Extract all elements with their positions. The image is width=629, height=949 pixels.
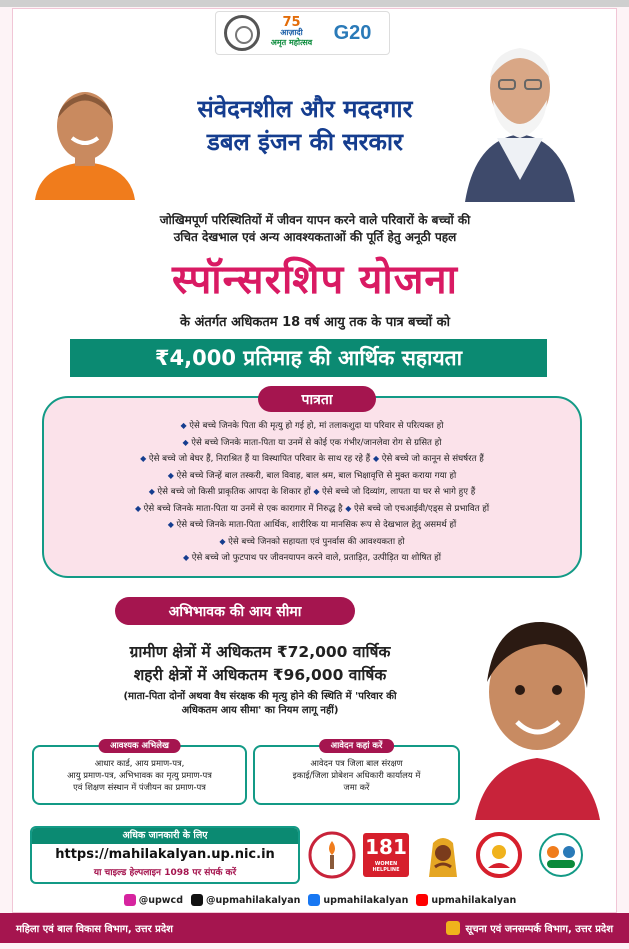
eligibility-item: ऐसे बच्चे जिनके माता-पिता आर्थिक, शारीरिक या मानसिक रूप से देखभाल हेतु असमर्थ हों	[176, 520, 457, 530]
eligibility-row	[52, 435, 572, 452]
income-note-line-2: अधिकतम आय सीमा' का नियम लागू नहीं)	[181, 705, 339, 716]
x-icon	[191, 894, 203, 906]
women-helpline-181-logo: 181 WOMEN HELPLINE	[362, 830, 410, 880]
eligibility-item: ऐसे बच्चे जो फुटपाथ पर जीवनयापन करने वाले, प्रताड़ित, उत्पीड़ित या शोषित हों	[191, 553, 441, 563]
partner-logo-torch	[306, 830, 358, 880]
tagline-line-1: संवेदनशील और मददगार	[197, 95, 413, 123]
facebook-handle[interactable]: upmahilakalyan	[308, 894, 408, 906]
scheme-title: स्पॉन्सरशिप योजना	[172, 257, 458, 303]
bullet-diamond-icon: ◆	[134, 503, 144, 513]
income-limit-label: अभिभावक की आय सीमा	[115, 597, 355, 625]
footer-department-left: महिला एवं बाल विकास विभाग, उत्तर प्रदेश	[16, 924, 173, 935]
income-note-line-1: (माता-पिता दोनों अथवा वैध संरक्षक की मृत्यु होने की स्थिति में 'परिवार की	[123, 691, 397, 702]
footer-department-right	[446, 921, 613, 935]
intro-line-2: उचित देखभाल एवं अन्य आवश्यकताओं की पूर्ति हेतु अनूठी पहल	[173, 230, 457, 244]
eligibility-item: ऐसे बच्चे जो दिव्यांग, लापता या घर से भागे हुए हैं	[322, 487, 476, 497]
eligibility-item: ऐसे बच्चे जिनको सहायता एवं पुनर्वास की आवश्यकता हो	[228, 536, 405, 547]
tagline-line-2: डबल इंजन की सरकार	[207, 128, 403, 156]
youtube-handle[interactable]: upmahilakalyan	[416, 894, 516, 906]
apply-line-3: जमा करें	[343, 782, 370, 792]
social-handles	[110, 891, 530, 909]
bullet-diamond-icon: ◆	[345, 503, 354, 513]
eligibility-label: पात्रता	[258, 386, 376, 412]
eligibility-item: ऐसे बच्चे जिनके माता-पिता या उनमें से कोई एक गंभीर/जानलेवा रोग से ग्रसित हो	[191, 437, 442, 448]
rural-income-limit: ग्रामीण क्षेत्रों में अधिकतम ₹72,000 वार्षिक	[129, 643, 391, 661]
bullet-diamond-icon: ◆	[180, 421, 190, 430]
header-logos	[215, 11, 390, 55]
more-info-label: अधिक जानकारी के लिए	[32, 828, 298, 844]
eligibility-row	[52, 501, 572, 518]
eligibility-box	[42, 396, 582, 578]
eligibility-row	[52, 484, 572, 501]
intro-text	[70, 212, 560, 246]
eligibility-row	[52, 418, 572, 435]
eligibility-item: ऐसे बच्चे जो एचआईवी/एड्स से प्रभावित हों	[353, 503, 490, 514]
eligibility-item: ऐसे बच्चे जिनके माता-पिता या उनमें से एक कारागार में निरुद्ध है	[143, 503, 343, 514]
eligibility-row	[52, 468, 572, 485]
footer-bar	[0, 913, 629, 943]
urban-income-limit: शहरी क्षेत्रों में अधिकतम ₹96,000 वार्षिक	[133, 666, 387, 684]
bullet-diamond-icon: ◆	[372, 454, 382, 463]
eligibility-row	[52, 517, 572, 534]
bullet-diamond-icon: ◆	[183, 553, 192, 562]
eligibility-item: ऐसे बच्चे जिनके पिता की मृत्यु हो गई हो, मां तलाकशुदा या परिवार से परित्यक्त हो	[189, 421, 444, 431]
bullet-diamond-icon: ◆	[167, 520, 177, 529]
where-to-apply-label: आवेदन कहां करें	[319, 739, 395, 753]
partner-logo-children	[530, 830, 592, 880]
top-strip	[0, 0, 629, 7]
instagram-icon	[124, 894, 136, 906]
instagram-handle[interactable]: @upwcd	[124, 894, 183, 906]
azadi-ka-amrit-mahotsav-logo: 75 आज़ादी अमृत महोत्सव	[270, 15, 313, 47]
facebook-icon	[308, 894, 320, 906]
eligibility-row	[52, 534, 572, 551]
bottom-strip	[0, 943, 629, 949]
child-photo	[465, 600, 610, 820]
eligibility-item: ऐसे बच्चे जो बेघर हैं, निराश्रित हैं या विस्थापित परिवार के साथ रह रहे हैं	[148, 454, 371, 464]
scheme-subtitle: के अंतर्गत अधिकतम 18 वर्ष आयु तक के पात्र बच्चों को	[179, 315, 451, 330]
documents-line-2: आयु प्रमाण-पत्र, अभिभावक का मृत्यु प्रमाण-पत्र	[67, 770, 212, 780]
amount-banner: ₹4,000 प्रतिमाह की आर्थिक सहायता	[70, 339, 547, 377]
helpline-text: या चाइल्ड हेल्पलाइन 1098 पर संपर्क करें	[93, 868, 237, 878]
apply-line-1: आवेदन पत्र जिला बाल संरक्षण	[310, 758, 403, 768]
documents-line-3: एवं शिक्षण संस्थान में पंजीयन का प्रमाण-पत्र	[73, 782, 206, 792]
bullet-diamond-icon: ◆	[148, 487, 158, 496]
eligibility-item: ऐसे बच्चे जिन्हें बाल तस्करी, बाल विवाह, बाल श्रम, बाल भिक्षावृत्ति से मुक्त कराया गया हो	[176, 470, 457, 481]
bullet-diamond-icon: ◆	[140, 454, 149, 463]
bullet-diamond-icon: ◆	[167, 470, 177, 480]
bullet-diamond-icon: ◆	[219, 536, 229, 546]
bullet-diamond-icon: ◆	[313, 487, 323, 496]
partner-logo-circle	[475, 830, 523, 880]
chief-minister-portrait	[30, 78, 140, 200]
eligibility-row	[52, 451, 572, 468]
g20-logo: G20	[333, 21, 372, 44]
documents-line-1: आधार कार्ड, आय प्रमाण-पत्र,	[94, 758, 185, 768]
up-emblem-icon	[224, 15, 260, 51]
intro-line-1: जोखिमपूर्ण परिस्थितियों में जीवन यापन करने वाले परिवारों के बच्चों की	[159, 213, 471, 227]
bullet-diamond-icon: ◆	[182, 437, 192, 447]
required-documents-box	[32, 741, 247, 805]
eligibility-item: ऐसे बच्चे जो कानून से संघर्षरत हैं	[381, 454, 484, 464]
income-note	[45, 690, 475, 718]
info-department-icon	[446, 921, 460, 935]
footer-right-text: सूचना एवं जनसम्पर्क विभाग, उत्तर प्रदेश	[465, 924, 613, 935]
youtube-icon	[416, 894, 428, 906]
more-info-box	[30, 826, 300, 884]
apply-line-2: इकाई/जिला प्रोबेशन अधिकारी कार्यालय में	[292, 770, 421, 780]
eligibility-row	[52, 550, 572, 567]
website-link[interactable]: https://mahilakalyan.up.nic.in	[55, 847, 275, 862]
required-documents-label: आवश्यक अभिलेख	[98, 739, 181, 753]
where-to-apply-box	[253, 741, 460, 805]
eligibility-item: ऐसे बच्चे जो किसी प्राकृतिक आपदा के शिकार हों	[157, 487, 311, 497]
partner-logo-hand	[418, 830, 468, 880]
x-handle[interactable]: @upmahilakalyan	[191, 894, 300, 906]
